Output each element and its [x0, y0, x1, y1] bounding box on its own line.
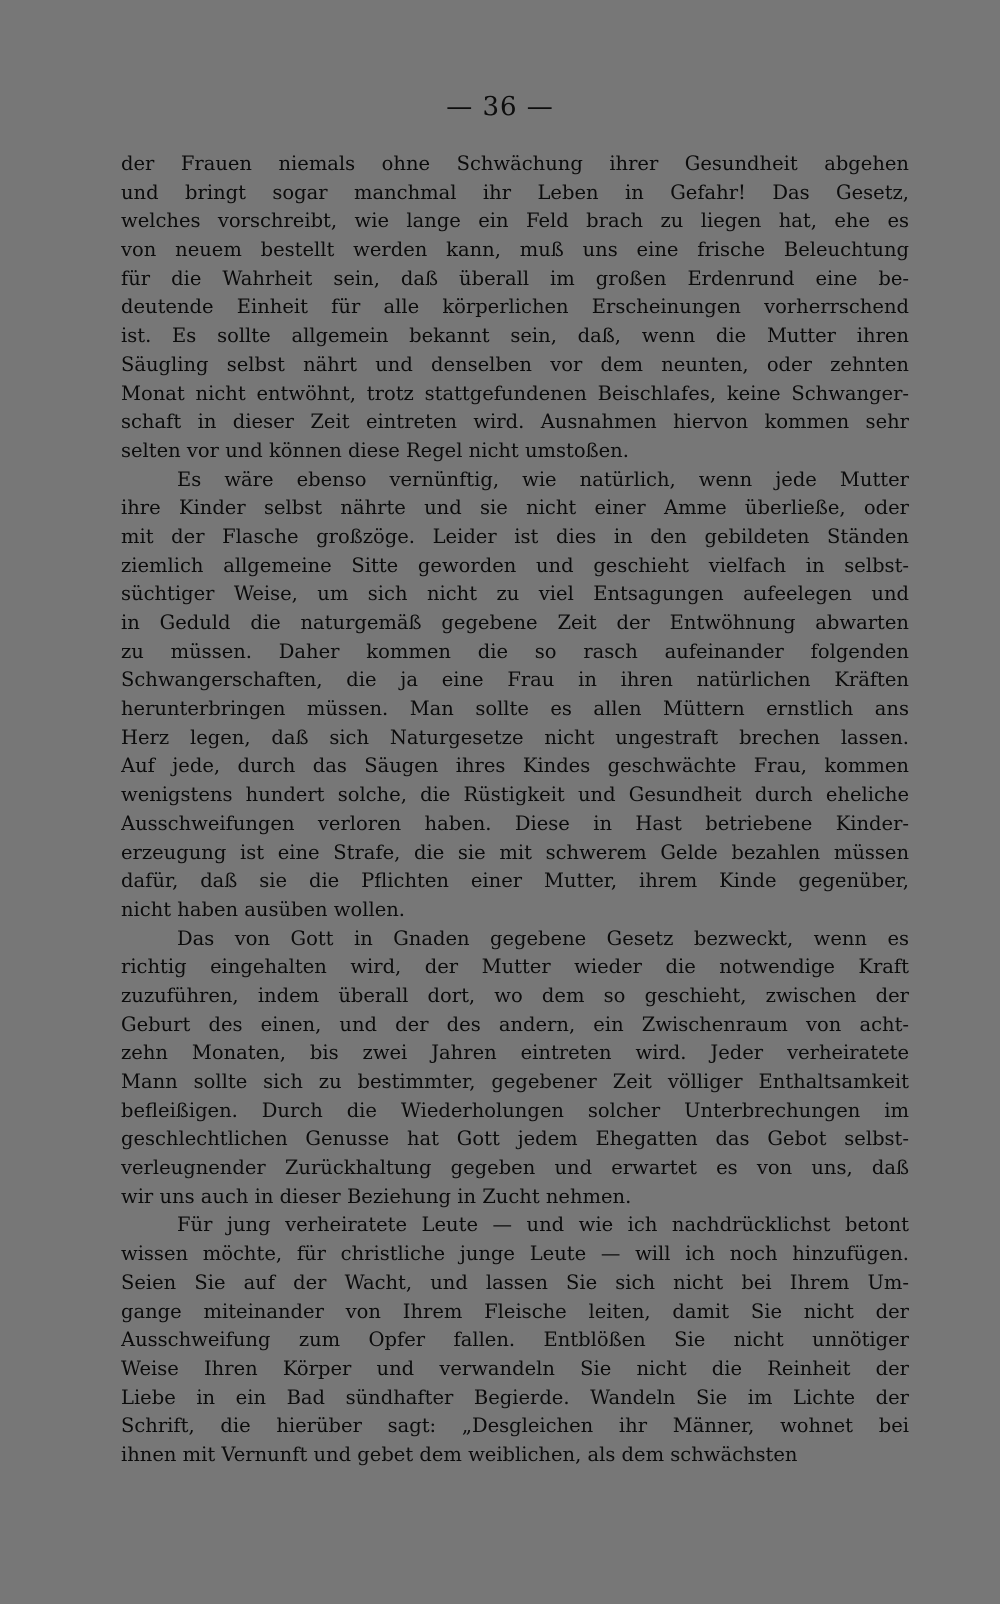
text-line: für die Wahrheit sein, daß überall im großen Erdenrund eine be- [121, 266, 909, 290]
text-line: und bringt sogar manchmal ihr Leben in Gefahr! Das Gesetz, [121, 180, 909, 204]
text-line: Für jung verheiratete Leute — und wie ich nachdrücklichst betont [177, 1213, 909, 1237]
text-line: Monat nicht entwöhnt, trotz stattgefundenen Beischlafes, keine Schwanger- [121, 381, 909, 405]
text-line: ist. Es sollte allgemein bekannt sein, daß, wenn die Mutter ihren [121, 324, 909, 348]
text-line: süchtiger Weise, um sich nicht zu viel Entsagungen aufeelegen und [121, 582, 909, 606]
text-line: befleißigen. Durch die Wiederholungen solcher Unterbrechungen im [121, 1098, 909, 1122]
text-line: Schrift, die hierüber sagt: „Desgleichen ihr Männer, wohnet bei [121, 1414, 909, 1438]
text-line: Mann sollte sich zu bestimmter, gegebener Zeit völliger Enthaltsamkeit [121, 1070, 909, 1093]
text-line: ihnen mit Vernunft und gebet dem weiblichen, als dem schwächsten [121, 1442, 798, 1466]
text-line: Es wäre ebenso vernünftig, wie natürlich, wenn jede Mutter [177, 467, 909, 491]
text-line: ihre Kinder selbst nährte und sie nicht einer Amme überließe, oder [121, 496, 909, 520]
body-text [121, 150, 909, 1470]
text-line: deutende Einheit für alle körperlichen Erscheinungen vorherrschend [121, 295, 909, 319]
text-line: mit der Flasche großzöge. Leider ist dies in den gebildeten Ständen [121, 524, 909, 548]
text-line: verleugnender Zurückhaltung gegeben und erwartet es von uns, daß [121, 1156, 909, 1180]
text-line: Das von Gott in Gnaden gegebene Gesetz bezweckt, wenn es [177, 926, 909, 950]
text-line: wenigstens hundert solche, die Rüstigkeit und Gesundheit durch eheliche [121, 783, 909, 807]
paragraph [121, 1211, 909, 1469]
text-line: gange miteinander von Ihrem Fleische leiten, damit Sie nicht der [121, 1299, 909, 1323]
text-line: Schwangerschaften, die ja eine Frau in ihren natürlichen Kräften [121, 668, 909, 692]
text-line: Seien Sie auf der Wacht, und lassen Sie sich nicht bei Ihrem Um- [121, 1270, 909, 1294]
text-line: dafür, daß sie die Pflichten einer Mutter, ihrem Kinde gegenüber, [121, 869, 909, 893]
page-number: — 36 — [446, 92, 554, 122]
paragraph [121, 466, 909, 925]
text-line: Herz legen, daß sich Naturgesetze nicht ungestraft brechen lassen. [121, 725, 909, 749]
text-line: Geburt des einen, und der des andern, ein Zwischenraum von acht- [121, 1012, 909, 1036]
text-line: Auf jede, durch das Säugen ihres Kindes geschwächte Frau, kommen [121, 754, 909, 778]
text-line: von neuem bestellt werden kann, muß uns eine frische Beleuchtung [121, 238, 909, 262]
text-line: der Frauen niemals ohne Schwächung ihrer Gesundheit abgehen [121, 152, 909, 175]
paragraph [121, 925, 909, 1212]
text-line: zuzuführen, indem überall dort, wo dem so geschieht, zwischen der [121, 983, 909, 1007]
text-line: welches vorschreibt, wie lange ein Feld brach zu liegen hat, ehe es [121, 209, 909, 233]
text-line: ziemlich allgemeine Sitte geworden und geschieht vielfach in selbst- [121, 553, 909, 577]
text-line: zehn Monaten, bis zwei Jahren eintreten wird. Jeder verheiratete [121, 1041, 909, 1065]
text-line: Ausschweifungen verloren haben. Diese in Hast betriebene Kinder- [121, 811, 909, 835]
text-line: in Geduld die naturgemäß gegebene Zeit der Entwöhnung abwarten [121, 611, 909, 634]
text-line: Säugling selbst nährt und denselben vor dem neunten, oder zehnten [121, 352, 909, 376]
text-line: richtig eingehalten wird, der Mutter wieder die notwendige Kraft [121, 955, 909, 979]
text-line: nicht haben ausüben wollen. [121, 897, 406, 921]
text-line: Ausschweifung zum Opfer fallen. Entblößen Sie nicht unnötiger [121, 1328, 909, 1352]
text-line: erzeugung ist eine Strafe, die sie mit schwerem Gelde bezahlen müssen [121, 840, 909, 864]
text-line: wissen möchte, für christliche junge Leute — will ich noch hinzufügen. [121, 1242, 909, 1266]
text-line: schaft in dieser Zeit eintreten wird. Ausnahmen hiervon kommen sehr [121, 410, 909, 434]
text-line: wir uns auch in dieser Beziehung in Zucht nehmen. [121, 1184, 632, 1208]
paragraph [121, 150, 909, 466]
text-line: geschlechtlichen Genusse hat Gott jedem Ehegatten das Gebot selbst- [121, 1127, 909, 1151]
text-line: Liebe in ein Bad sündhafter Begierde. Wandeln Sie im Lichte der [121, 1385, 909, 1409]
text-line: selten vor und können diese Regel nicht umstoßen. [121, 438, 629, 462]
text-line: Weise Ihren Körper und verwandeln Sie nicht die Reinheit der [121, 1356, 909, 1380]
text-line: zu müssen. Daher kommen die so rasch aufeinander folgenden [121, 639, 909, 663]
text-line: herunterbringen müssen. Man sollte es allen Müttern ernstlich ans [121, 697, 909, 721]
